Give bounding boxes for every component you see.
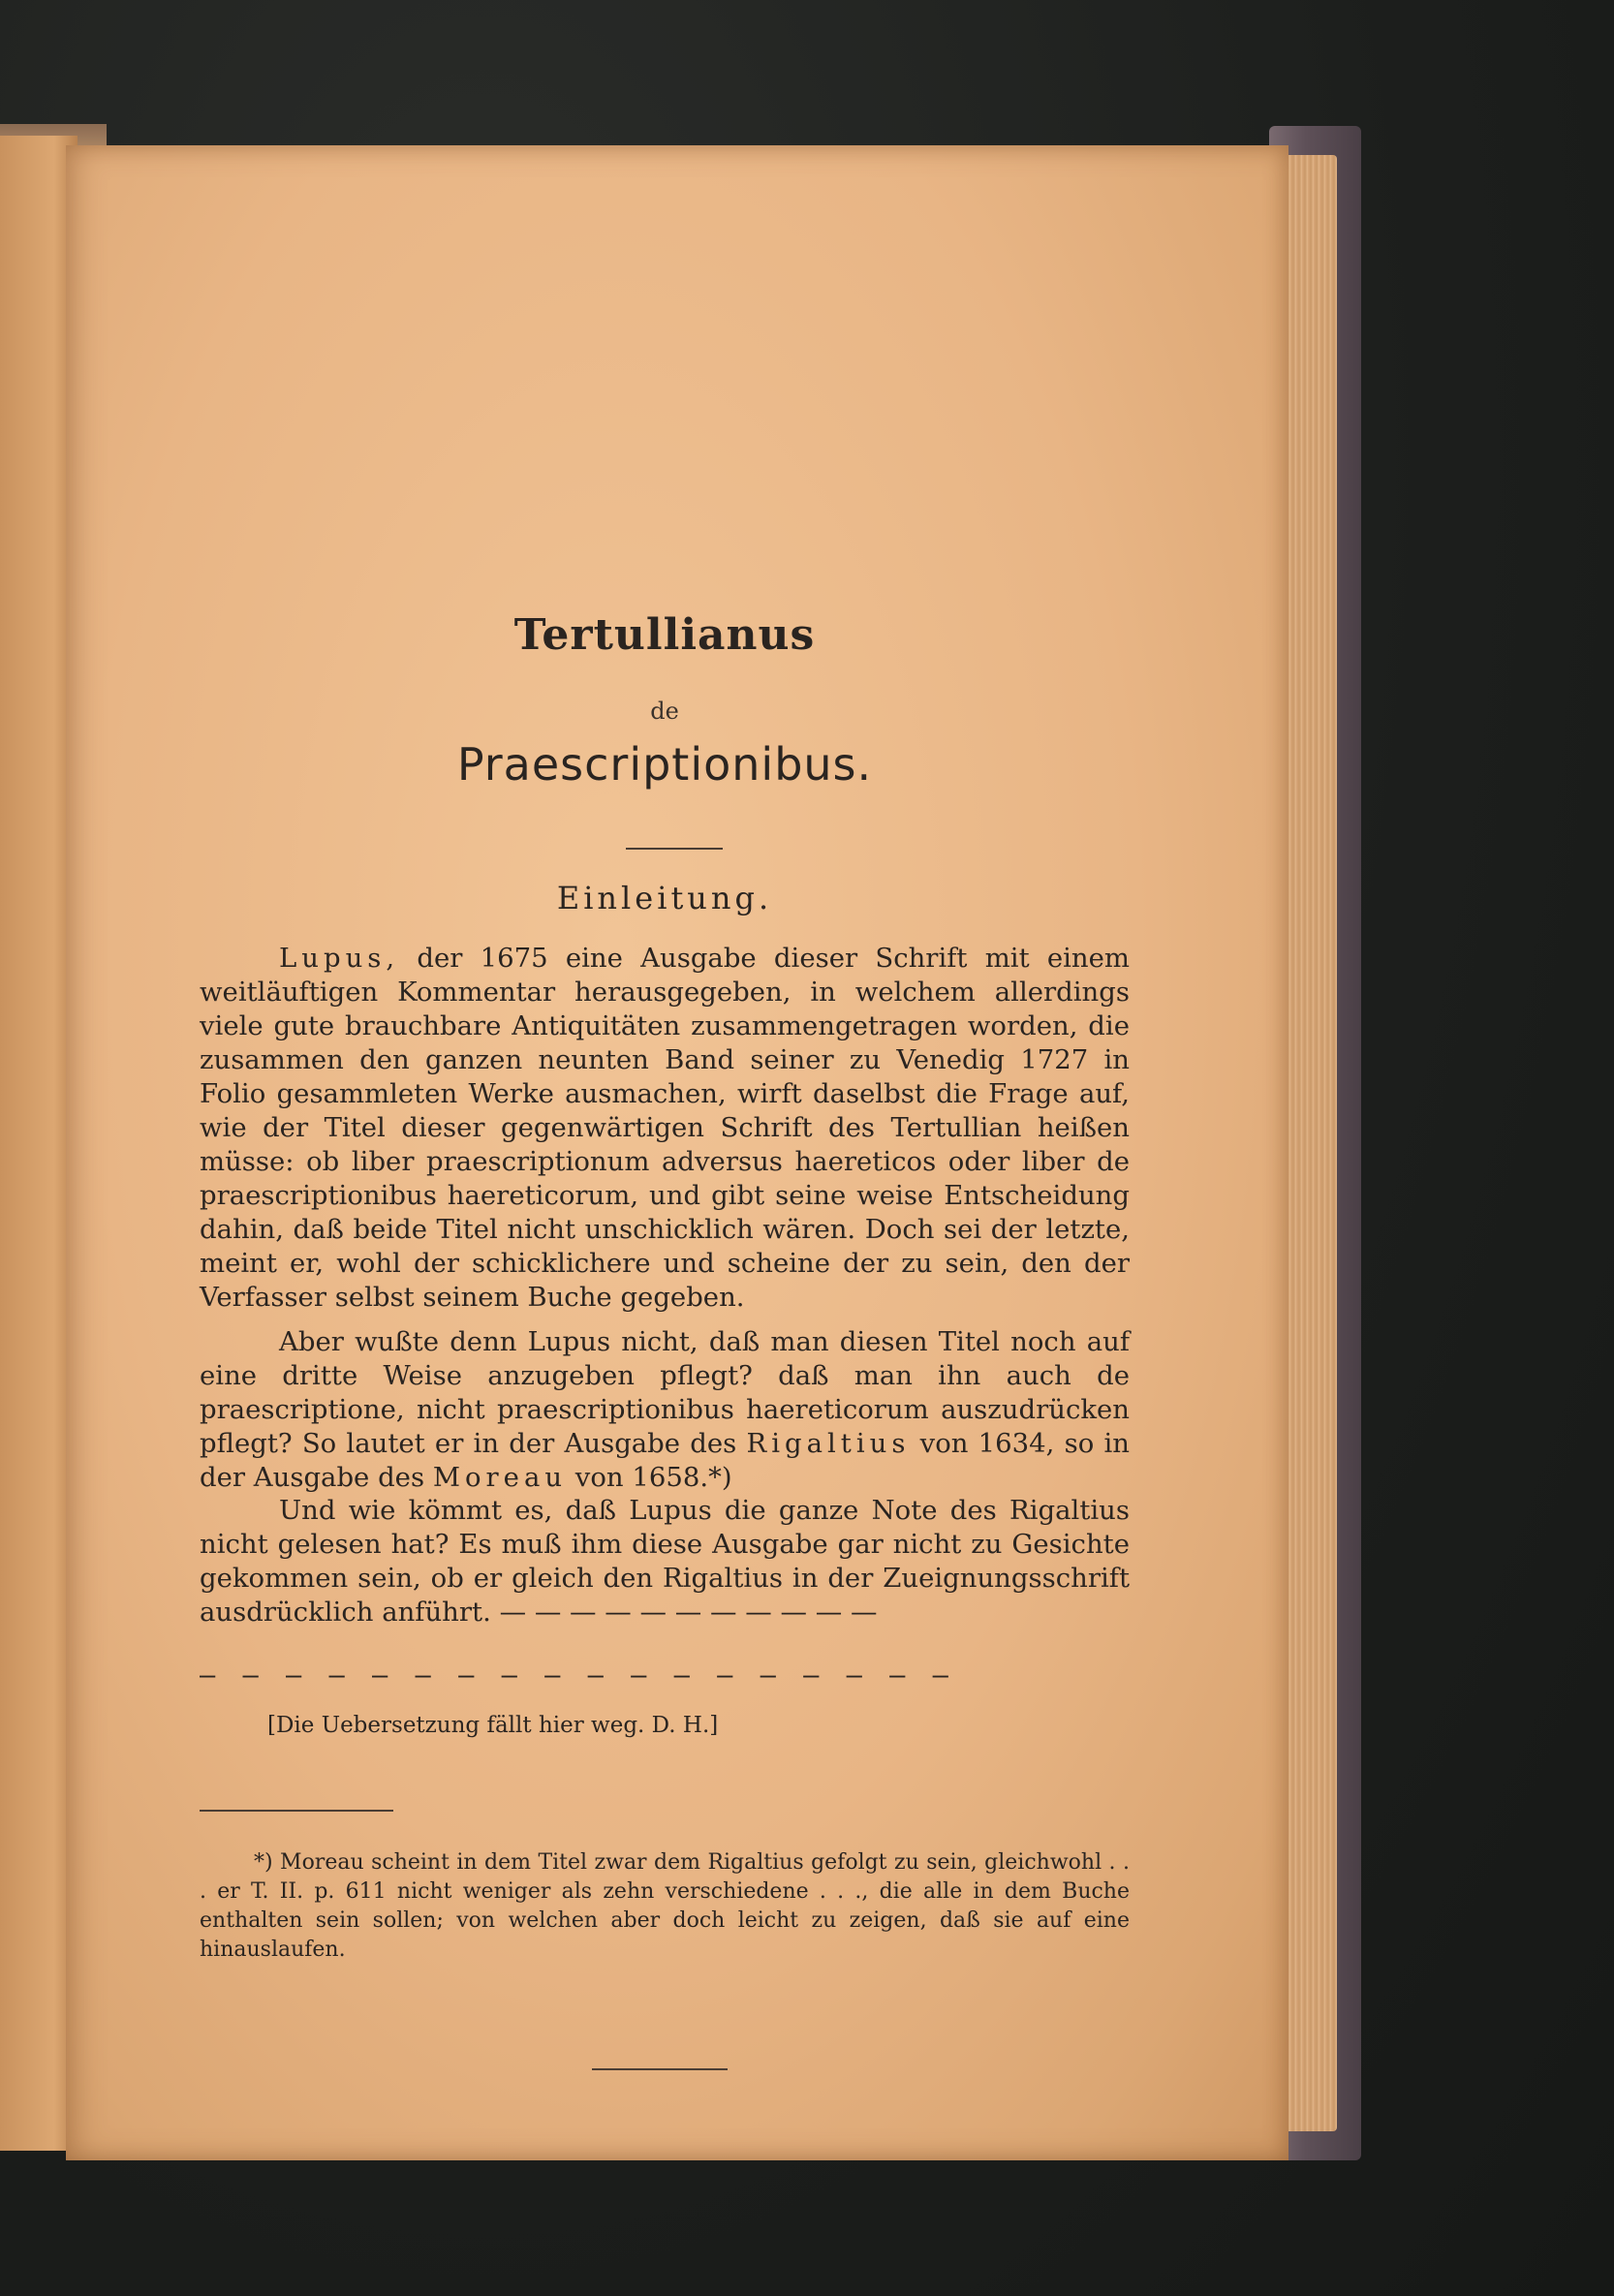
name-moreau: Moreau [432, 1462, 568, 1493]
paragraph-2-text-c: von 1658.*) [567, 1462, 732, 1493]
footnote: *) Moreau scheint in dem Titel zwar dem Rigaltius gefolgt zu sein, gleichwohl . . . er T. II. p. 611 nicht weniger als zehn verschiedene . . ., die alle in dem Buche enthalten sein sollen; von welchen aber doch leicht zu zeigen, daß sie auf eine hinauslaufen. [200, 1850, 1130, 1962]
book-page [66, 145, 1288, 2160]
paragraph-2-text-b: von 1634, so in der Ausgabe des [200, 1428, 1130, 1493]
paragraph-1-text: der 1675 eine Ausgabe dieser Schrift mit einem weitläuftigen Kommentar herausgegeben, in welchem allerdings viele gute brauchbare Antiquitäten zusammengetragen worden, die zusammen den ganzen neunten Band seiner zu Venedig 1727 in Folio gesammleten Werke ausmachen, wirft daselbst die Frage auf, wie der Titel dieser gegenwärtigen Schrift des Tertullian heißen müsse: ob liber praescriptionum adversus haereticos oder liber de praescriptionibus haereticorum, und gibt seine weise Entscheidung dahin, daß beide Titel nicht unschicklich wären. Doch sei der letzte, meint er, wohl der schicklichere und scheine der zu sein, den der Verfasser selbst seinem Buche gegeben. [200, 943, 1130, 1313]
paragraph-1 [200, 942, 1130, 1315]
dash-line: — — — — — — — — — — — — — — — — — — [200, 1660, 954, 1691]
footnote-divider [200, 1810, 393, 1812]
end-divider [592, 2068, 728, 2070]
title-divider [626, 848, 723, 850]
subtitle: Praescriptionibus. [456, 738, 873, 791]
editor-note: [Die Uebersetzung fällt hier weg. D. H.] [267, 1713, 719, 1738]
lead-name: Lupus, [279, 943, 400, 974]
paragraph-2-text-a: Aber wußte denn Lupus nicht, daß man diesen Titel noch auf eine dritte Weise anzugeben pflegt? daß man ihn auch de praescriptione, nicht praescriptionibus haereticorum auszudrücken pflegt? So lautet er in der Ausgabe des [200, 1326, 1130, 1459]
paragraph-2 [200, 1325, 1130, 1495]
page-title: Tertullianus [513, 610, 816, 660]
name-rigaltius: Rigaltius [746, 1428, 911, 1459]
paragraph-3: Und wie kömmt es, daß Lupus die ganze Note des Rigaltius nicht gelesen hat? Es muß ihm diese Ausgabe gar nicht zu Gesichte gekommen sein, ob er gleich den Rigaltius in der Zueignungsschrift ausdrücklich anführt. — — — — — — — — — — — [200, 1495, 1130, 1628]
section-heading: Einleitung. [556, 880, 773, 916]
subtitle-preposition: de [650, 698, 679, 725]
text-column [200, 145, 1130, 2160]
